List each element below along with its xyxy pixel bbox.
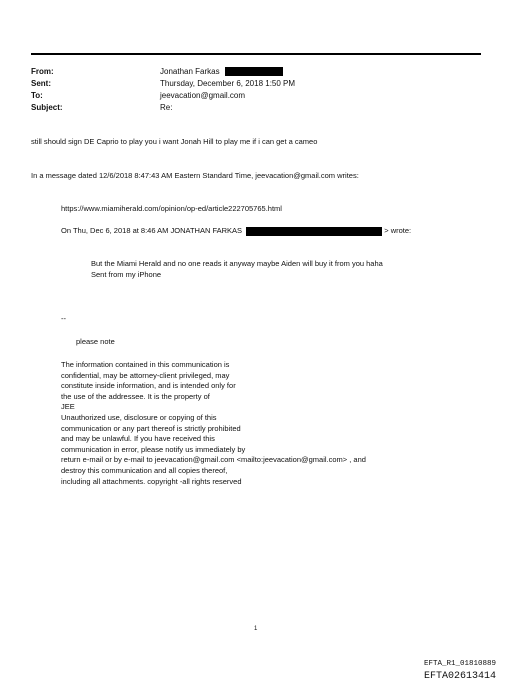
disclaimer-line: constitute inside information, and is intended only for [61, 381, 236, 391]
reply-line: But the Miami Herald and no one reads it anyway maybe Aiden will buy it from you haha [91, 259, 383, 268]
disclaimer-line: and may be unlawful. If you have received this [61, 434, 215, 444]
disclaimer-line: the use of the addressee. It is the property of [61, 391, 210, 401]
disclaimer-line: communication or any part thereof is strictly prohibited [61, 423, 241, 433]
disclaimer-line: return e-mail or by e-mail to jeevacation@gmail.com <mailto:jeevacation@gmail.com> , and [61, 455, 366, 465]
from-value [160, 67, 283, 76]
subject-value: Re: [160, 103, 173, 112]
bates-number-secondary: EFTA02613414 [423, 671, 496, 682]
disclaimer-line: The information contained in this communication is [61, 360, 230, 369]
article-url: https://www.miamiherald.com/opinion/op-ed/article222705765.html [61, 204, 282, 213]
from-label: From: [31, 67, 54, 76]
please-note: please note [76, 337, 115, 346]
subject-label: Subject: [31, 103, 63, 112]
disclaimer-line: JEE [61, 402, 75, 412]
sent-value: Thursday, December 6, 2018 1:50 PM [160, 79, 296, 88]
sent-label: Sent: [31, 79, 51, 88]
message-body-line: still should sign DE Caprio to play you i want Jonah Hill to play me if i can get a cameo [31, 137, 318, 146]
disclaimer-line: destroy this communication and all copies thereof, [61, 465, 228, 475]
disclaimer-line: communication in error, please notify us immediately by [61, 444, 246, 454]
quoted-header-prefix: On Thu, Dec 6, 2018 at 8:46 AM JONATHAN FARKAS [61, 226, 243, 235]
header-rule [31, 53, 481, 55]
page-number: 1 [254, 626, 258, 632]
bates-number-primary: EFTA_R1_01810889 [423, 660, 496, 668]
disclaimer-line: confidential, may be attorney-client privileged, may [61, 370, 230, 380]
signature-dash: -- [61, 314, 66, 323]
redaction-box [225, 67, 283, 76]
disclaimer-block [61, 360, 366, 487]
quoted-header [61, 226, 411, 237]
quote-intro: In a message dated 12/6/2018 8:47:43 AM Eastern Standard Time, jeevacation@gmail.com writes: [31, 171, 359, 180]
quoted-header-suffix: > wrote: [384, 226, 412, 235]
reply-signature: Sent from my iPhone [91, 270, 162, 279]
from-name: Jonathan Farkas [160, 67, 220, 76]
disclaimer-line: Unauthorized use, disclosure or copying of this [61, 412, 217, 422]
to-value: jeevacation@gmail.com [160, 91, 246, 100]
redaction-box [246, 227, 382, 236]
disclaimer-line: including all attachments. copyright -all rights reserved [61, 476, 242, 486]
to-label: To: [31, 91, 43, 100]
